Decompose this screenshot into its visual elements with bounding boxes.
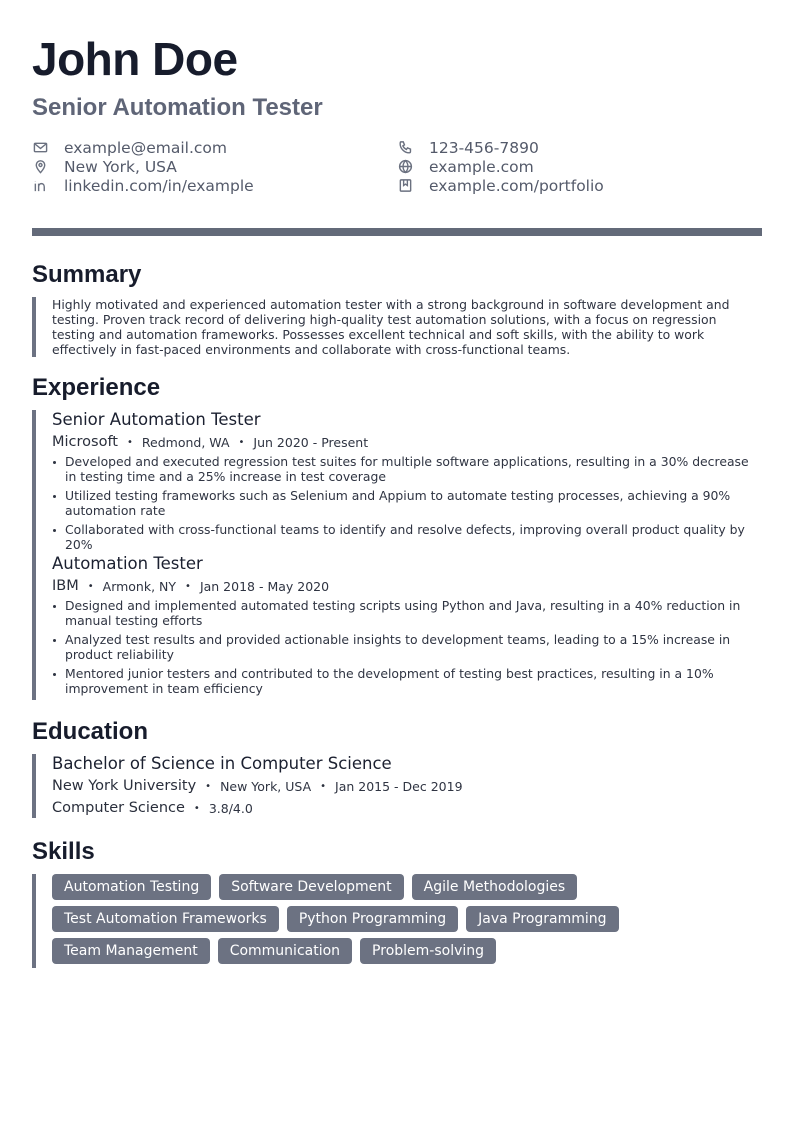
school-name: New York University [52,778,197,794]
candidate-name: John Doe [32,33,238,85]
skill-tag: Agile Methodologies [412,874,578,900]
field-of-study: Computer Science [52,800,185,816]
job-meta [52,576,762,596]
list-item: Mentored junior testers and contributed to the development of testing best practices, resulting in a 10% improvement in team efficiency [52,666,762,696]
education-entry [32,754,762,818]
job-bullets [52,454,762,552]
contact-linkedin[interactable] [32,176,397,195]
list-item: Collaborated with cross-functional teams to identify and resolve defects, improving overall product quality by 20% [52,522,762,552]
skill-tag: Java Programming [466,906,618,932]
job-title: Automation Tester [52,554,203,573]
skill-tag: Test Automation Frameworks [52,906,279,932]
education-meta [52,776,762,796]
skill-tag: Python Programming [287,906,458,932]
job-dates: Jan 2018 - May 2020 [199,578,330,594]
list-item: Developed and executed regression test suites for multiple software applications, resulting in a 30% decrease in testing time and a 25% increase in test coverage [52,454,762,484]
bookmark-icon [397,178,413,194]
contact-website-text: example.com [429,157,534,176]
list-item: Analyzed test results and provided actionable insights to development teams, leading to a 15% increase in product reliability [52,632,762,662]
experience-heading: Experience [32,374,161,401]
separator-dot: • [320,780,327,792]
company-name: Microsoft [52,434,118,450]
summary-heading: Summary [32,261,142,288]
contact-location [32,157,397,176]
contact-website[interactable] [397,157,762,176]
contact-portfolio[interactable] [397,176,762,195]
skill-tag: Team Management [52,938,210,964]
separator-dot: • [238,436,245,448]
job-entry [32,410,762,556]
separator-dot: • [193,802,200,814]
contact-list [32,138,762,195]
school-location: New York, USA [220,778,312,794]
job-bullets [52,598,762,696]
job-meta [52,432,762,452]
skill-tag: Problem-solving [360,938,496,964]
separator-dot: • [87,580,94,592]
contact-email-text: example@email.com [64,138,227,157]
contact-portfolio-text: example.com/portfolio [429,176,604,195]
job-title: Senior Automation Tester [52,410,261,429]
skills-section [32,874,762,968]
skills-list [52,874,752,964]
list-item: Designed and implemented automated testing scripts using Python and Java, resulting in a 40% reduction in manual testing efforts [52,598,762,628]
job-headline: Senior Automation Tester [32,94,323,121]
header-divider [32,228,762,236]
contact-linkedin-text: linkedin.com/in/example [64,176,254,195]
education-dates: Jan 2015 - Dec 2019 [335,778,463,794]
linkedin-icon [32,178,48,194]
contact-phone-text: 123-456-7890 [429,138,539,157]
mail-icon [32,140,48,156]
company-name: IBM [52,578,79,594]
separator-dot: • [185,580,191,592]
globe-icon [397,159,413,175]
gpa-value: 3.8/4.0 [208,800,253,816]
job-entry [32,554,762,700]
summary-section [32,297,762,357]
phone-icon [397,140,413,156]
contact-email[interactable] [32,138,397,157]
separator-dot: • [205,780,212,792]
education-field-row [52,798,762,818]
job-location: Redmond, WA [141,434,230,450]
summary-text: Highly motivated and experienced automation tester with a strong background in software development and testing. Proven track record of delivering high-quality test automation solutions, with a focus on regression testing and automation frameworks. Possesses excellent technical and soft skills, with the ability to work effectively in fast-paced environments and collaborate with cross-functional teams. [52,297,730,357]
degree-title: Bachelor of Science in Computer Science [52,754,392,773]
education-heading: Education [32,718,149,745]
list-item: Utilized testing frameworks such as Selenium and Appium to automate testing processes, achieving a 90% automation rate [52,488,762,518]
location-pin-icon [32,159,48,175]
skill-tag: Communication [218,938,352,964]
skill-tag: Automation Testing [52,874,211,900]
contact-phone[interactable] [397,138,762,157]
separator-dot: • [127,436,133,448]
contact-location-text: New York, USA [64,157,177,176]
job-dates: Jun 2020 - Present [253,434,369,450]
skill-tag: Software Development [219,874,403,900]
skills-heading: Skills [32,838,95,865]
job-location: Armonk, NY [102,578,177,594]
